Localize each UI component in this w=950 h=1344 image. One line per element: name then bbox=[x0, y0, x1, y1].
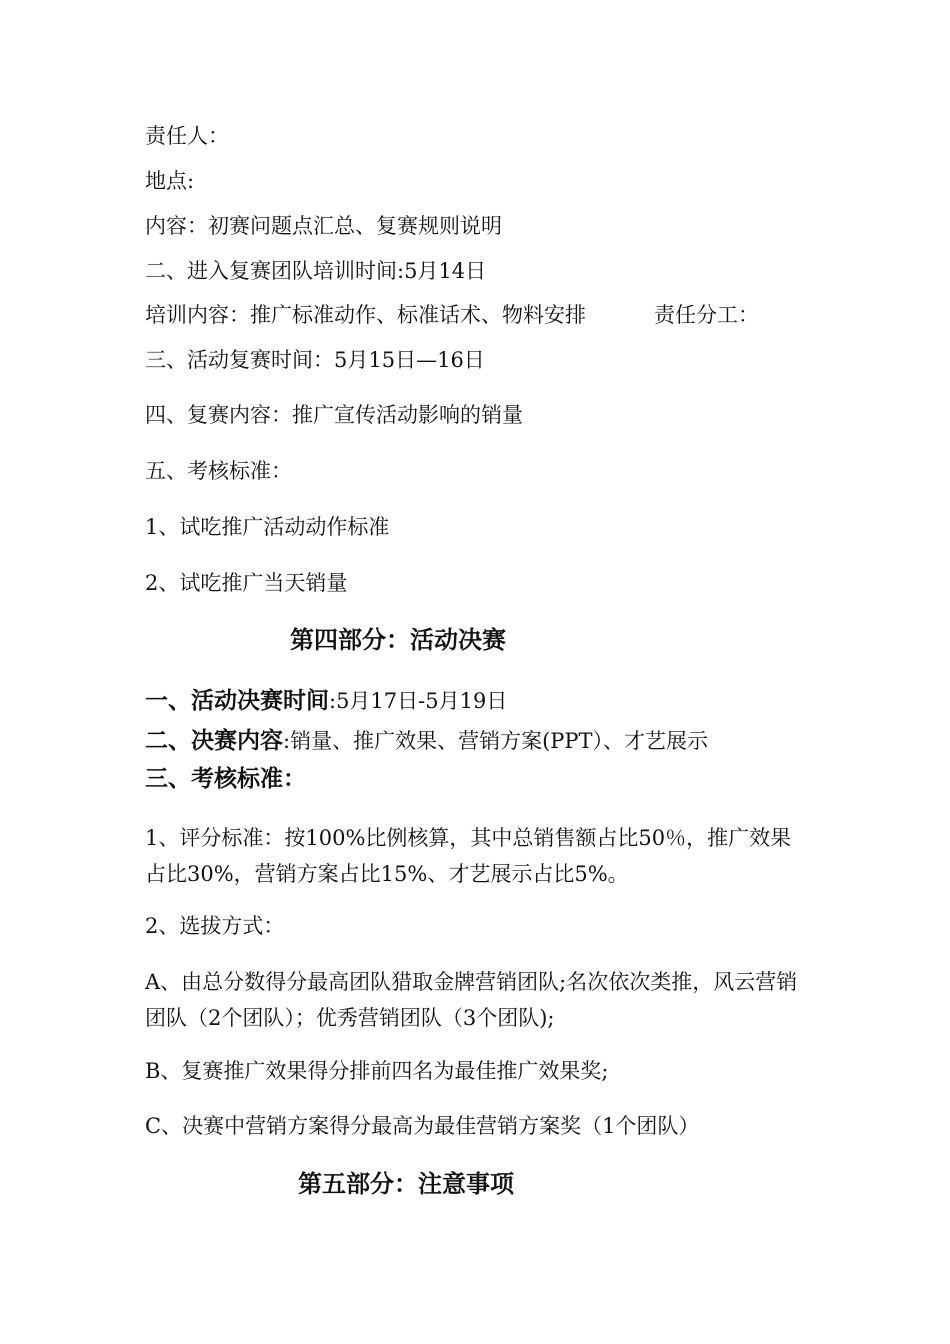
location-line: 地点: bbox=[145, 169, 195, 193]
final-time-row bbox=[145, 686, 507, 716]
final-time-label: 一、活动决赛时间 bbox=[145, 687, 329, 714]
scoring-standard-paragraph: 1、评分标准：按100%比例核算，其中总销售额占比50％，推广效果占比30%，营销方案占比15%、才艺展示占比5%。 bbox=[145, 826, 792, 886]
selection-item-c: C、决赛中营销方案得分最高为最佳营销方案奖（1个团队） bbox=[145, 1114, 700, 1138]
section-5-heading: 第五部分：注意事项 bbox=[298, 1169, 514, 1198]
responsible-person-line: 责任人： bbox=[145, 124, 229, 148]
responsibility-division-text: 责任分工： bbox=[654, 303, 759, 327]
training-content-text: 培训内容：推广标准动作、标准话术、物料安排 bbox=[145, 303, 586, 327]
final-content-value: :销量、推广效果、营销方案(PPT）、才艺展示 bbox=[283, 729, 709, 753]
criteria-item-2: 2、试吃推广当天销量 bbox=[145, 571, 348, 595]
section-4-heading: 第四部分：活动决赛 bbox=[290, 625, 506, 654]
semifinal-time-line: 三、活动复赛时间：5月15日—16日 bbox=[145, 348, 485, 372]
selection-item-b: B、复赛推广效果得分排前四名为最佳推广效果奖; bbox=[145, 1059, 609, 1083]
assessment-criteria-line: 五、考核标准： bbox=[145, 459, 292, 483]
training-content-row bbox=[145, 300, 759, 330]
criteria-item-1: 1、试吃推广活动动作标准 bbox=[145, 515, 390, 539]
selection-method-line: 2、选拔方式： bbox=[145, 914, 285, 938]
assessment-heading: 三、考核标准： bbox=[145, 765, 306, 792]
content-line: 内容：初赛问题点汇总、复赛规则说明 bbox=[145, 214, 502, 238]
selection-item-a: A、由总分数得分最高团队猎取金牌营销团队;名次依次类推，风云营销团队（2个团队）；优秀营销团队（3个团队); bbox=[145, 970, 798, 1030]
training-time-line: 二、进入复赛团队培训时间:5月14日 bbox=[145, 259, 487, 283]
final-time-value: :5月17日-5月19日 bbox=[329, 689, 508, 713]
final-content-row bbox=[145, 726, 708, 756]
final-content-label: 二、决赛内容 bbox=[145, 727, 283, 754]
semifinal-content-line: 四、复赛内容：推广宣传活动影响的销量 bbox=[145, 403, 523, 427]
